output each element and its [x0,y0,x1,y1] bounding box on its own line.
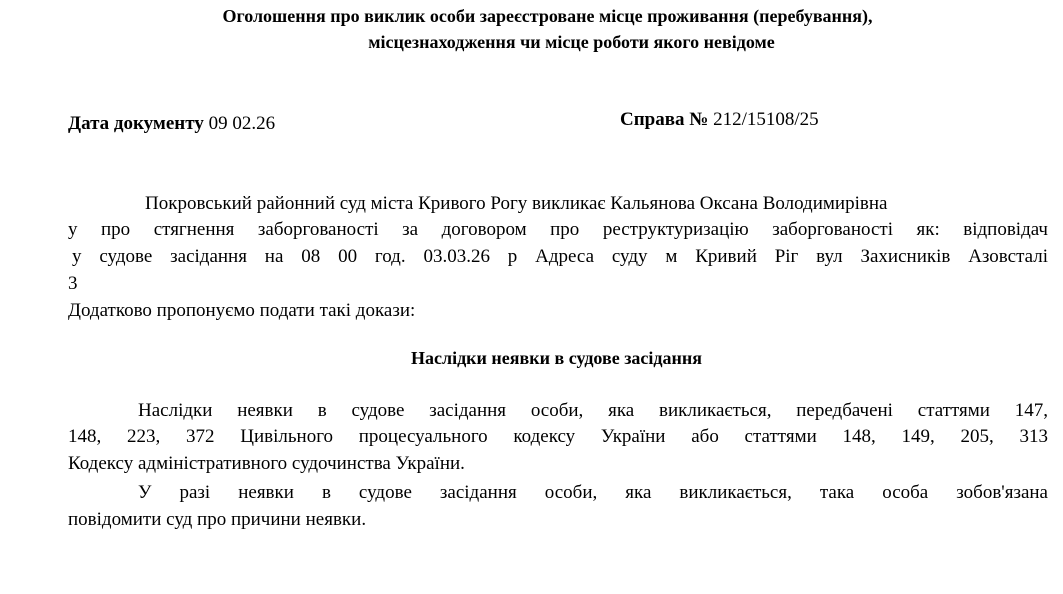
summons-line-3: у судове засідання на 08 00 год. 03.03.26 р Адреса суду м Кривий Ріг вул Захисників Азовсталі [72,246,1048,267]
summons-evidence-line: Додатково пропонуємо подати такі докази: [68,300,416,321]
case-number-value: 212/15108/25 [713,109,819,130]
document-date [68,113,275,135]
case-number [620,109,819,131]
consequences-p1-line-2: 148, 223, 372 Цивільного процесуального кодексу України або статтями 148, 149, 205, 313 [68,426,1048,447]
summons-line-4: 3 [68,273,78,294]
consequences-heading: Наслідки неявки в судове засідання [410,348,702,368]
summons-line-2: у про стягнення заборгованості за договором про реструктуризацію заборгованості як: відповідач [68,219,1048,240]
document-date-label: Дата документу [68,113,204,134]
summons-line-1: Покровський районний суд міста Кривого Рогу викликає Кальянова Оксана Володимирівна [145,193,888,214]
document-date-value: 09 02.26 [208,113,276,134]
consequences-p1-line-3: Кодексу адміністративного судочинства України. [68,453,465,474]
case-number-label: Справа № [620,109,709,130]
notice-title-line-2: місцезнаходження чи місце роботи якого невідоме [368,32,775,52]
consequences-p2-line-2: повідомити суд про причини неявки. [68,509,367,530]
consequences-p2-line-1: У разі неявки в судове засідання особи, яка викликається, така особа зобов'язана [138,482,1048,503]
notice-title-line-1: Оголошення про виклик особи зареєстроване місце проживання (перебування), [222,6,873,26]
consequences-p1-line-1: Наслідки неявки в судове засідання особи, яка викликається, передбачені статтями 147, [138,400,1048,421]
